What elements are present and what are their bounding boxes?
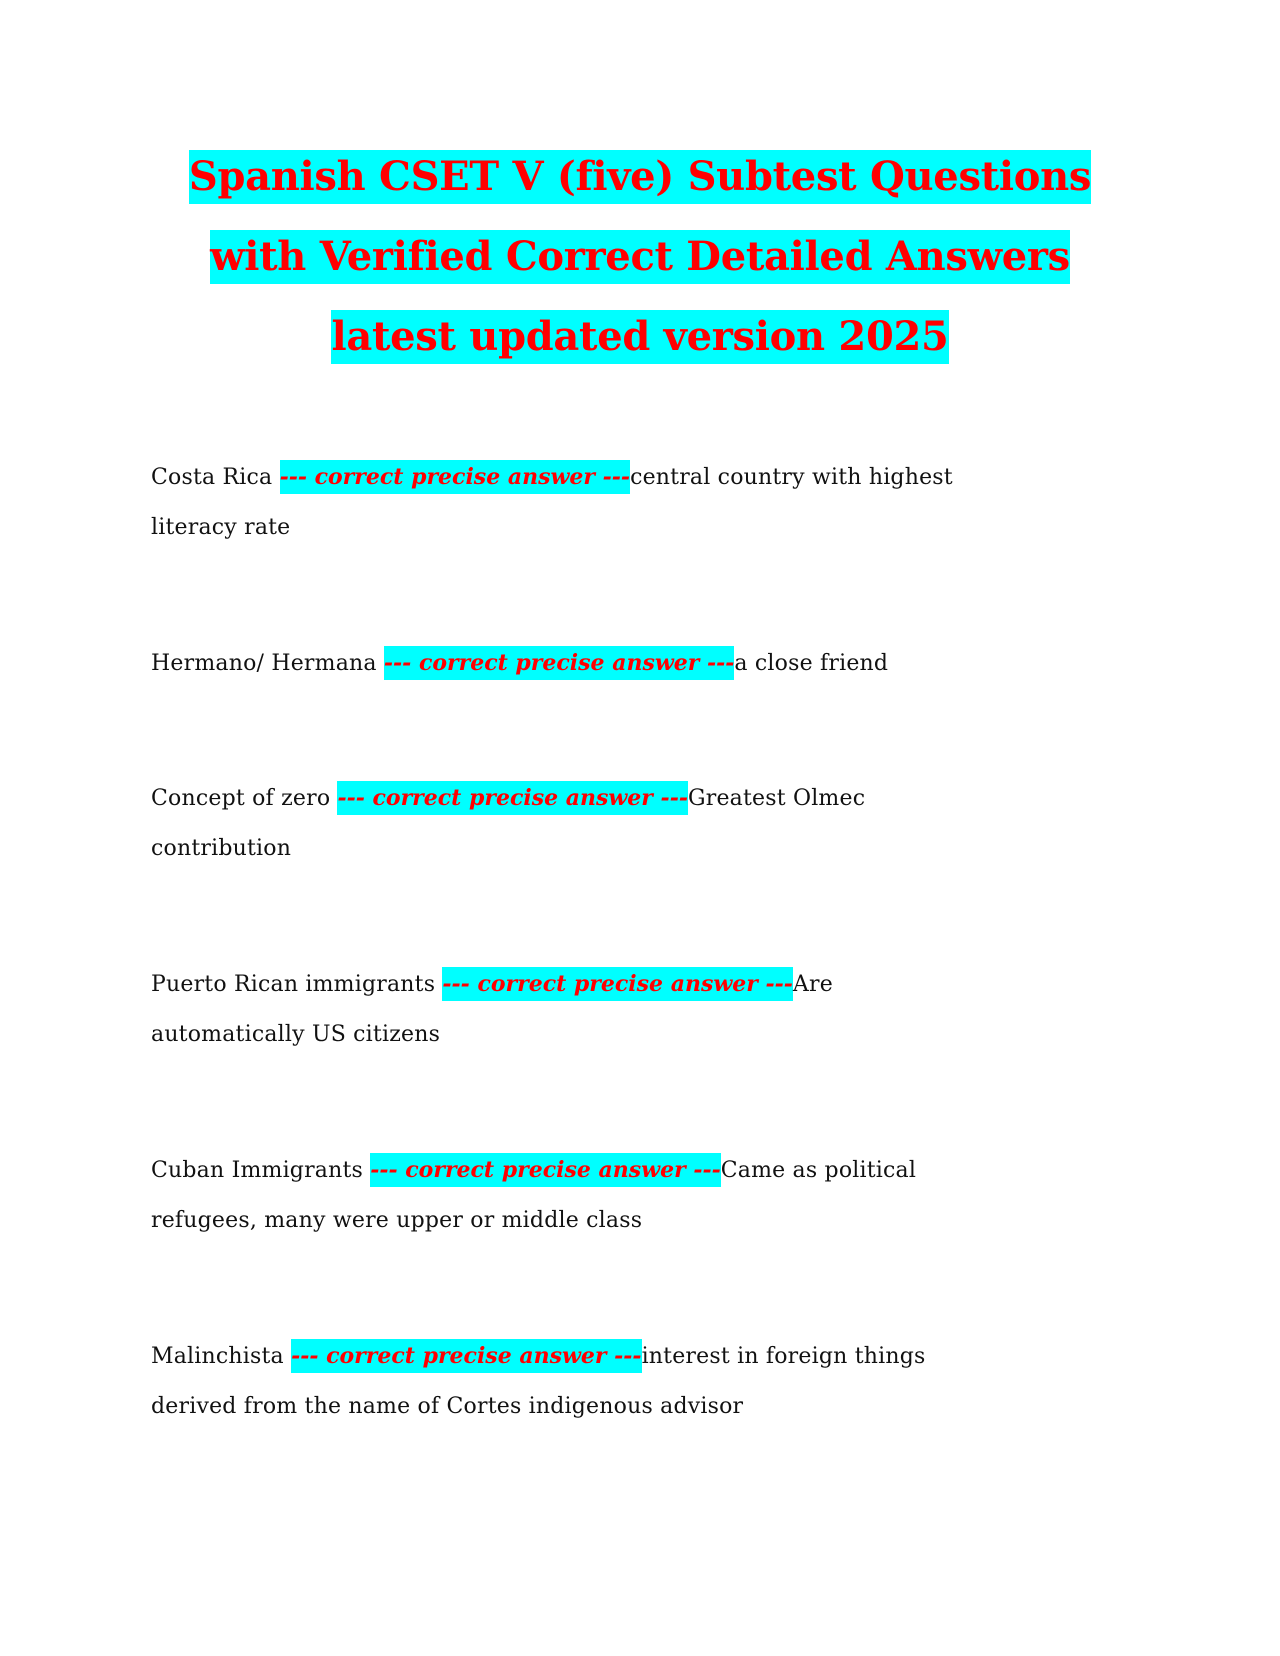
answer-marker: --- correct precise answer --- <box>384 646 735 680</box>
title-line-3 <box>0 310 1280 390</box>
title-line-1 <box>0 150 1280 230</box>
qa-line <box>151 1153 1141 1204</box>
qa-line <box>151 460 1141 511</box>
qa-line <box>151 1339 1141 1390</box>
answer-text: interest in foreign things <box>641 1344 926 1369</box>
title-line-2 <box>0 230 1280 310</box>
qa-line <box>151 511 1141 562</box>
qa-line <box>151 646 1141 697</box>
document-title <box>0 150 1280 390</box>
answer-text: Greatest Olmec <box>687 786 866 811</box>
answer-marker: --- correct precise answer --- <box>280 460 631 494</box>
answer-text: central country with highest <box>630 465 953 490</box>
answer-text-cont: literacy rate <box>151 515 291 540</box>
answer-marker: --- correct precise answer --- <box>442 967 793 1001</box>
question-text: Costa Rica <box>151 465 280 490</box>
question-text: Puerto Rican immigrants <box>151 972 443 997</box>
qa-line <box>151 832 1141 883</box>
answer-marker: --- correct precise answer --- <box>291 1339 642 1373</box>
question-text: Hermano/ Hermana <box>151 651 384 676</box>
title-text-2: with Verified Correct Detailed Answers <box>210 230 1070 284</box>
qa-line <box>151 1018 1141 1069</box>
answer-text: Are <box>792 972 833 997</box>
qa-item-puerto-rican <box>151 967 1141 1069</box>
answer-text-cont: contribution <box>151 836 292 861</box>
question-text: Concept of zero <box>151 786 338 811</box>
qa-item-hermano <box>151 646 1141 697</box>
question-text: Cuban Immigrants <box>151 1158 371 1183</box>
qa-item-cuban <box>151 1153 1141 1255</box>
answer-text-cont: automatically US citizens <box>151 1022 441 1047</box>
qa-line <box>151 1204 1141 1255</box>
answer-text-cont: derived from the name of Cortes indigenous advisor <box>151 1394 744 1419</box>
qa-list <box>151 460 1141 1525</box>
title-text-1: Spanish CSET V (five) Subtest Questions <box>189 150 1091 204</box>
answer-text-cont: refugees, many were upper or middle class <box>151 1208 643 1233</box>
answer-marker: --- correct precise answer --- <box>370 1153 721 1187</box>
qa-item-concept-of-zero <box>151 781 1141 883</box>
qa-line <box>151 781 1141 832</box>
qa-item-costa-rica <box>151 460 1141 562</box>
qa-line <box>151 967 1141 1018</box>
qa-item-malinchista <box>151 1339 1141 1441</box>
answer-text: Came as political <box>720 1158 917 1183</box>
answer-marker: --- correct precise answer --- <box>337 781 688 815</box>
title-text-3: latest updated version 2025 <box>331 310 948 364</box>
qa-line <box>151 1390 1141 1441</box>
question-text: Malinchista <box>151 1344 292 1369</box>
answer-text: a close friend <box>734 651 889 676</box>
